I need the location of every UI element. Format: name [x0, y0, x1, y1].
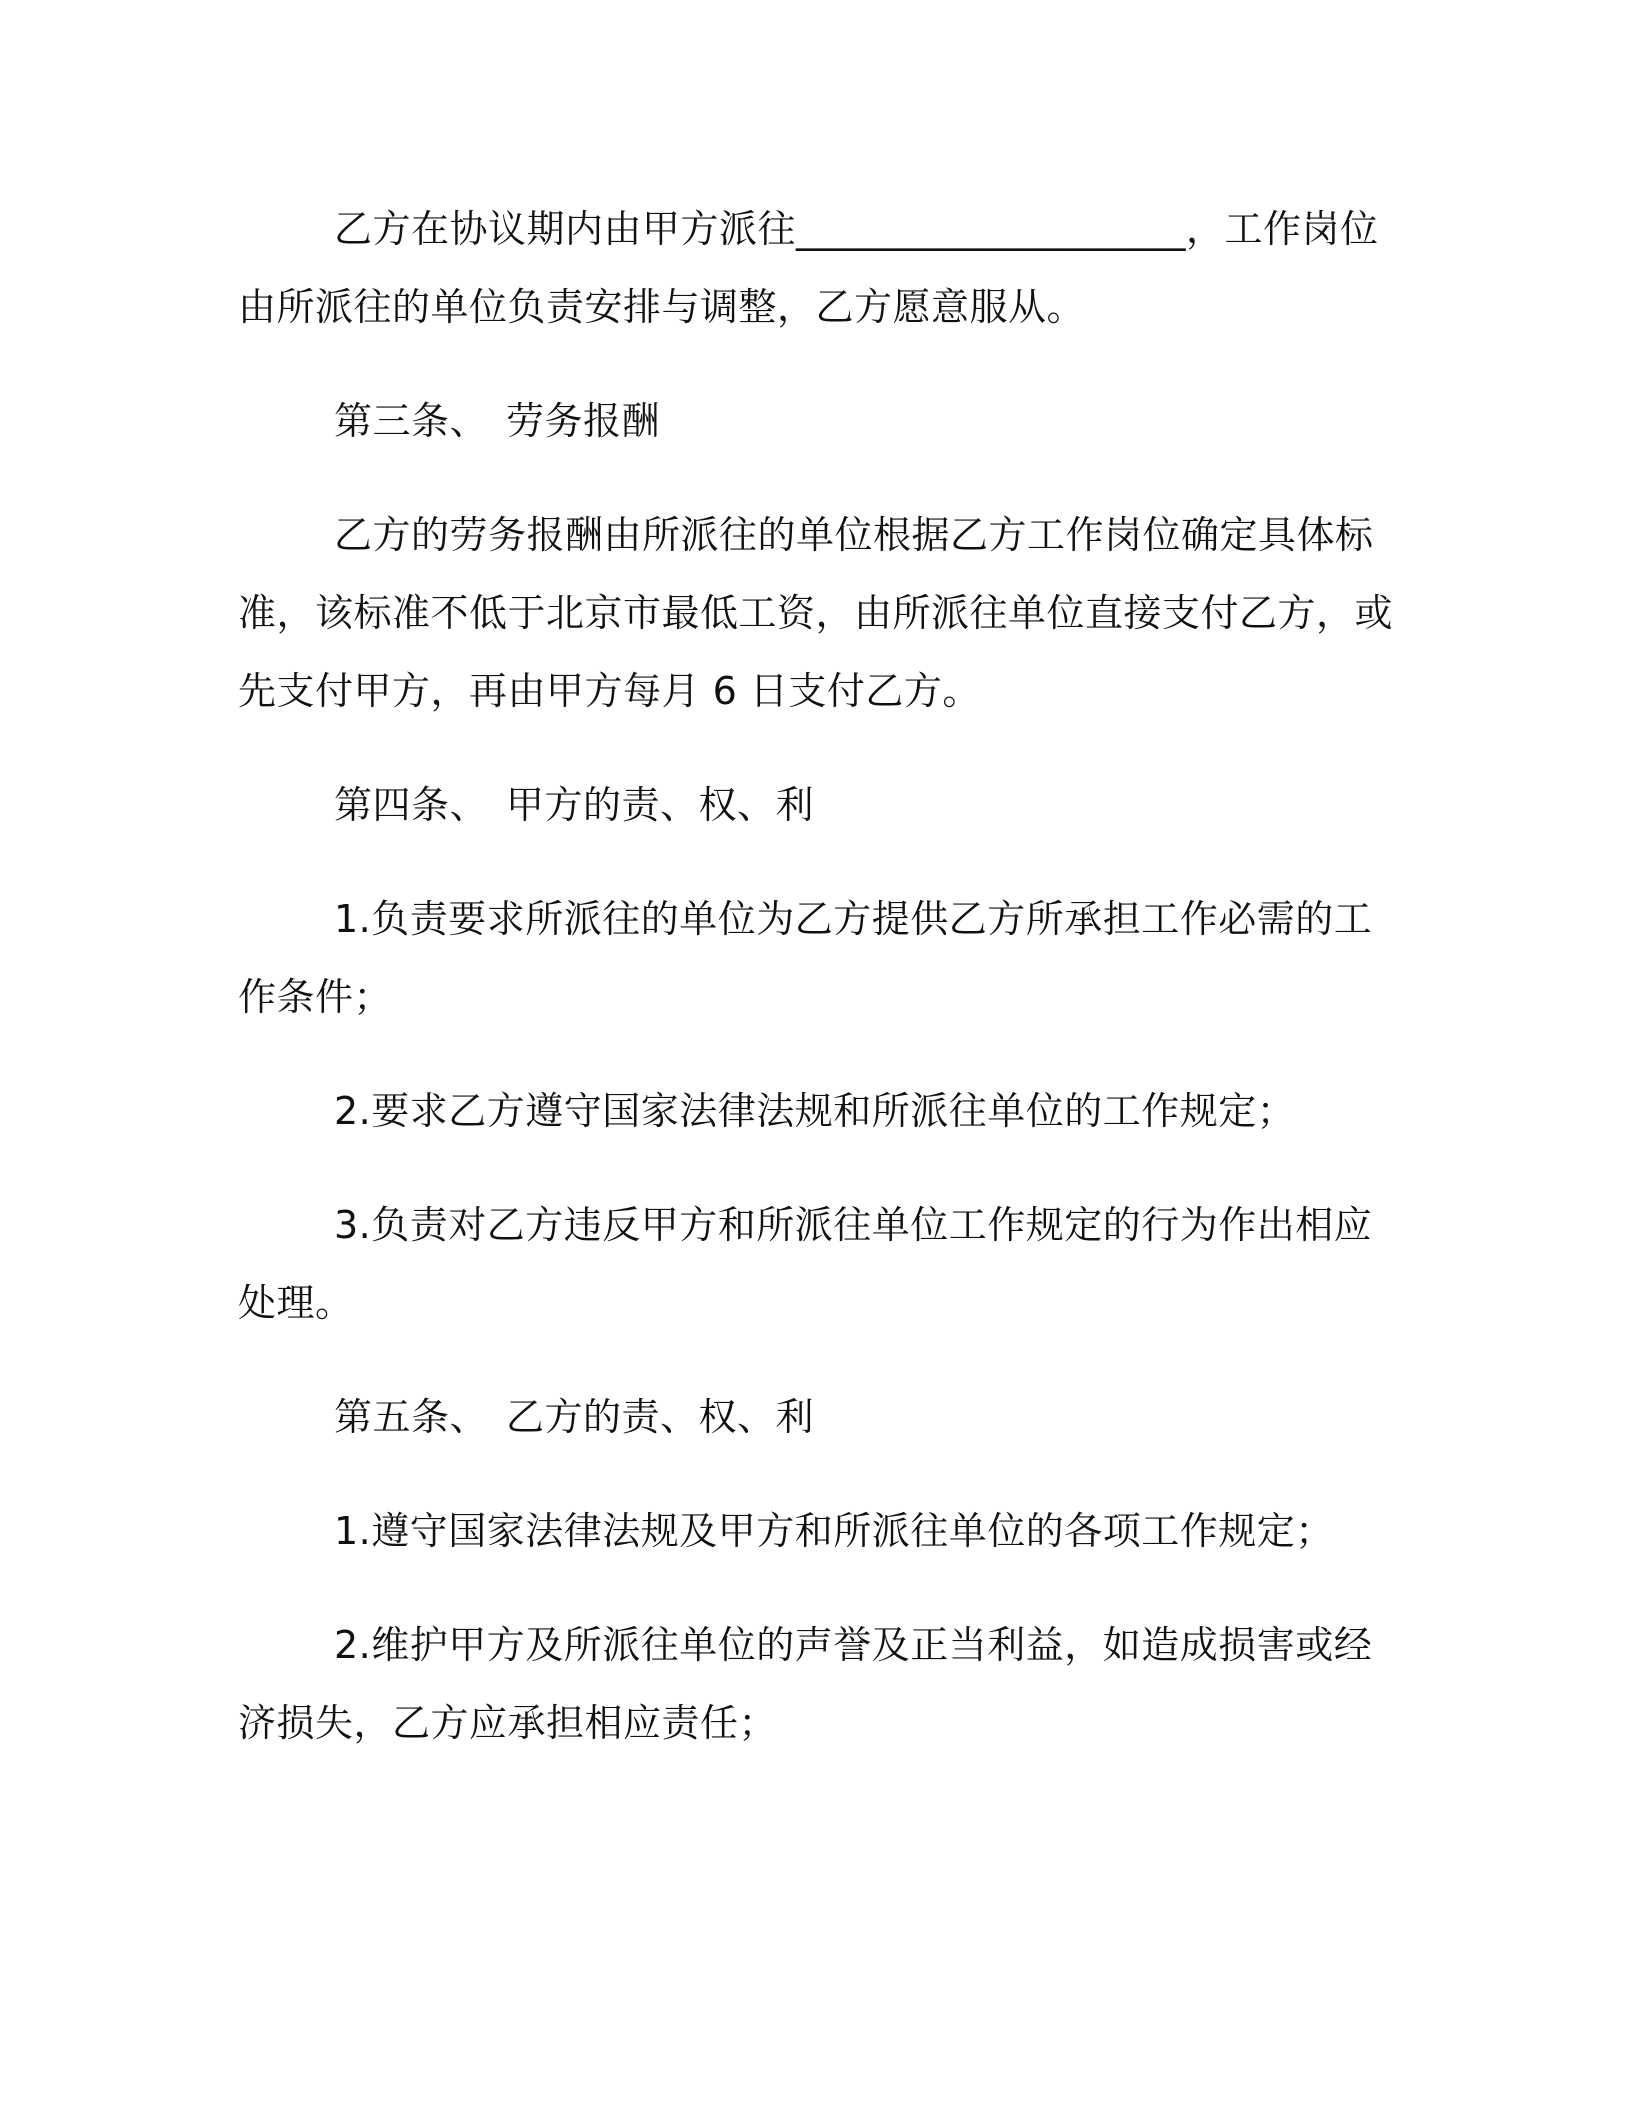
article-4-item-2: 2.要求乙方遵守国家法律法规和所派往单位的工作规定；	[334, 1089, 1296, 1133]
article-5-label: 第五条、	[334, 1395, 489, 1439]
document-body	[238, 190, 1398, 1798]
article-5-title: 乙方的责、权、利	[506, 1395, 815, 1439]
article-4-item-1: 1.负责要求所派往的单位为乙方提供乙方所承担工作必需的工作条件；	[238, 897, 1373, 1019]
article-4-label: 第四条、	[334, 783, 489, 827]
article-5-heading	[238, 1378, 1398, 1456]
article-5-item-1: 1.遵守国家法律法规及甲方和所派往单位的各项工作规定；	[334, 1509, 1334, 1553]
article-5-item-2: 2.维护甲方及所派往单位的声誉及正当利益，如造成损害或经济损失，乙方应承担相应责任；	[238, 1623, 1373, 1745]
article-4-title: 甲方的责、权、利	[506, 783, 815, 827]
article-3-label: 第三条、	[334, 399, 489, 443]
article-3-heading	[238, 382, 1398, 460]
paragraph-remuneration: 乙方的劳务报酬由所派往的单位根据乙方工作岗位确定具体标准，该标准不低于北京市最低工资，由所派往单位直接支付乙方，或先支付甲方，再由甲方每月 6 日支付乙方。	[238, 513, 1394, 713]
article-4-item-3: 3.负责对乙方违反甲方和所派往单位工作规定的行为作出相应处理。	[238, 1203, 1373, 1325]
paragraph-assignment: 乙方在协议期内由甲方派往____________________，工作岗位由所派往的单位负责安排与调整，乙方愿意服从。	[238, 207, 1379, 329]
article-3-title: 劳务报酬	[506, 399, 661, 443]
article-4-heading	[238, 766, 1398, 844]
